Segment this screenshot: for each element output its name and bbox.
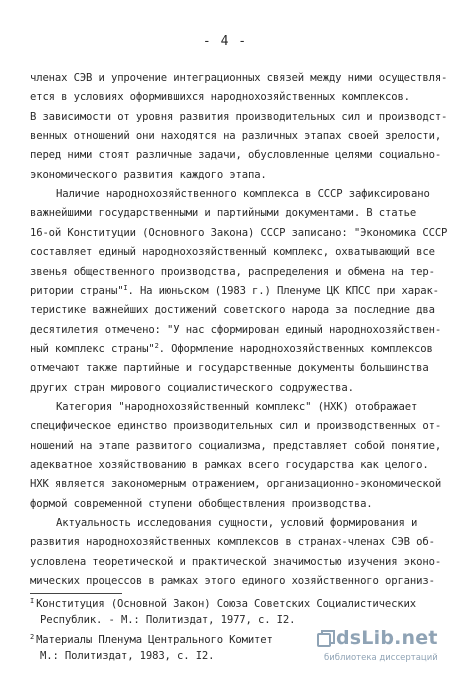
text-line: других стран мирового социалистического содружества. (30, 381, 354, 394)
text-line: В зависимости от уровня развития производительных сил и производст- (30, 110, 448, 123)
text-line: условлена теоретической и практической значимостью изучения эконо- (30, 555, 442, 568)
watermark (316, 629, 442, 669)
footnote-line: $^I$ Конституция (Основной Закон) Союза Советских Социалистических (30, 597, 416, 610)
page-number: - 4 - (202, 34, 248, 49)
text-line: перед ними стоят различные задачи, обусловленные целями социально- (30, 149, 442, 162)
text-line: 16-ой Конституции (Основного Закона) СССР записано: "Экономика СССР (30, 226, 448, 239)
text-line: венных отношений они находятся на различных этапах своей зрелости, (30, 130, 442, 143)
text-line: экономического развития каждого этапа. (30, 168, 267, 181)
text-line: НХК является закономерным отражением, организационно-экономической (30, 478, 442, 491)
text-line: важнейшими государственными и партийными документами. В статье (30, 207, 417, 220)
text-line: теристике важнейших достижений советского народа за последние два (30, 304, 435, 317)
text-line: ется в условиях оформившихся народнохозяйственных комплексов. (30, 91, 410, 104)
text-line: адекватное хозяйствованию в рамках всего государства как целого. (30, 459, 429, 471)
footnote-mark: 2 (30, 633, 35, 641)
footnote-line: Республик. - М.: Политиздат, 1977, с. I2. (40, 614, 296, 626)
text-line: членах СЭВ и упрочение интеграционных связей между ними осуществля- (30, 72, 448, 84)
footnote-separator (30, 593, 122, 594)
text-line: звенья общественного производства, распределения и обмена на тер- (30, 265, 435, 278)
text-line: специфическое единство производительных сил и производственных от- (30, 420, 442, 433)
text-line: Категория "народнохозяйственный комплекс" (НХК) отображает (56, 400, 418, 413)
watermark-subtitle: библиотека диссертаций (324, 653, 438, 663)
footnote-line: $^2$ Материалы Пленума Центрального Комитет (30, 633, 273, 646)
text-line: развития народнохозяйственных комплексов в странах-членах СЭВ об- (30, 536, 435, 549)
text-line: мических процессов в рамках этого единого хозяйственного организ- (30, 575, 435, 588)
text-line: формой современной ступени обобществления производства. (30, 497, 373, 510)
footnote-ref: I (123, 283, 128, 292)
text-line: Актуальность исследования сущности, условий формирования и (56, 517, 418, 530)
footnote-mark: I (30, 597, 35, 605)
text-line: Наличие народнохозяйственного комплекса в СССР зафиксировано (56, 188, 430, 201)
dslib-logo-icon (316, 629, 336, 649)
text-line: составляет единый народнохозяйственный комплекс, охватывающий все (30, 246, 435, 259)
text-line: ношений на этапе развитого социализма, представляет собой понятие, (30, 439, 442, 452)
footnote-ref: 2 (154, 341, 159, 350)
footnote-line: М.: Политиздат, 1983, с. I2. (40, 650, 215, 662)
text-line: ритории страны"$^I$. На июньском (1983 г.) Пленуме ЦК КПСС при харак- (30, 283, 439, 297)
text-line: десятилетия отмечено: "У нас сформирован единый народнохозяйствен- (30, 323, 442, 336)
watermark-title: dsLib.net (336, 627, 438, 649)
text-line: отмечают также партийные и государственные документы большинства (30, 362, 429, 375)
text-line: ный комплекс страны"$^2$. Оформление народнохозяйственных комплексов (30, 341, 433, 355)
